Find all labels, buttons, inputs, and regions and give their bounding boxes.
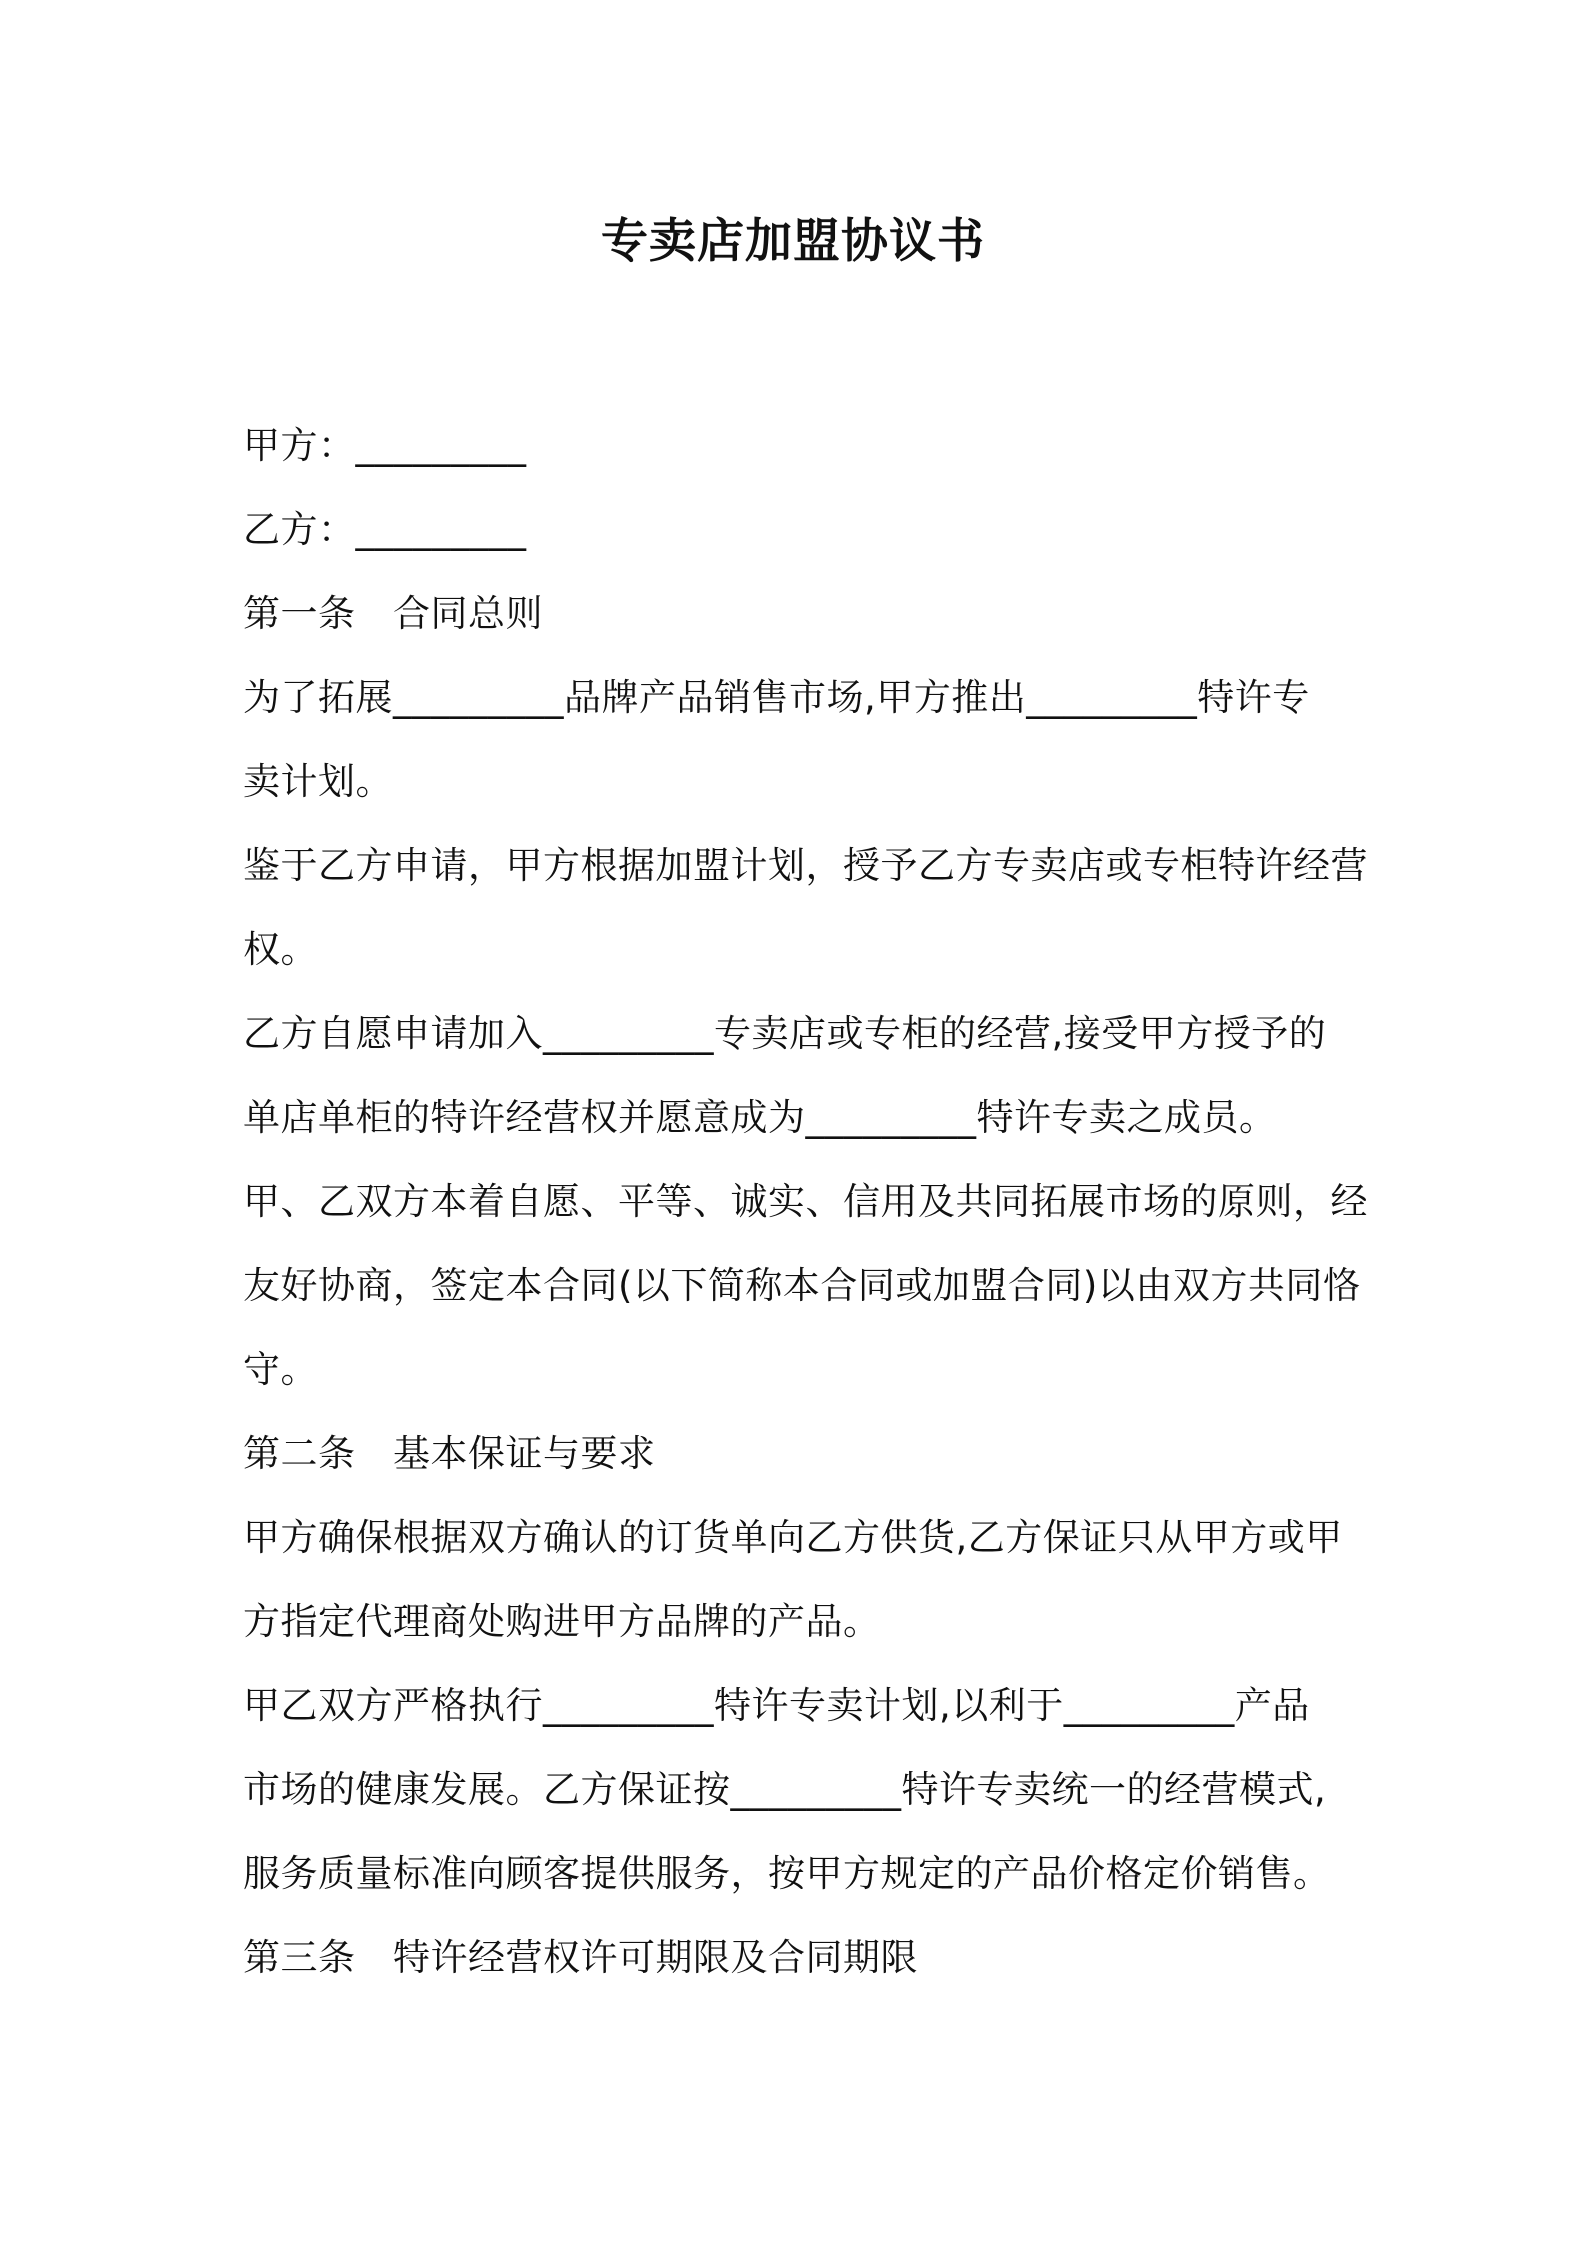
article-1-heading: 第一条 合同总则	[243, 592, 543, 635]
party-b-line: 乙方：_________	[243, 508, 527, 551]
document-title: 专卖店加盟协议书	[601, 214, 985, 269]
article-1-paragraph-3-line-1: 乙方自愿申请加入_________专卖店或专柜的经营,接受甲方授予的	[243, 1012, 1327, 1055]
party-a-line: 甲方：_________	[243, 424, 527, 467]
article-1-paragraph-3-line-2: 单店单柜的特许经营权并愿意成为_________特许专卖之成员。	[243, 1096, 1277, 1139]
article-1-paragraph-2-line-1: 鉴于乙方申请，甲方根据加盟计划，授予乙方专卖店或专柜特许经营	[243, 844, 1368, 887]
article-2-paragraph-1-line-2: 方指定代理商处购进甲方品牌的产品。	[243, 1600, 881, 1643]
article-2-paragraph-1-line-1: 甲方确保根据双方确认的订货单向乙方供货,乙方保证只从甲方或甲	[243, 1516, 1343, 1559]
article-1-paragraph-4-line-1: 甲、乙双方本着自愿、平等、诚实、信用及共同拓展市场的原则，经	[243, 1180, 1368, 1223]
article-1-paragraph-2-line-2: 权。	[243, 928, 318, 971]
article-1-paragraph-1-line-1: 为了拓展_________品牌产品销售市场,甲方推出_________特许专	[243, 676, 1310, 719]
article-1-paragraph-1-line-2: 卖计划。	[243, 760, 393, 803]
article-2-paragraph-2-line-3: 服务质量标准向顾客提供服务，按甲方规定的产品价格定价销售。	[243, 1852, 1331, 1895]
article-2-paragraph-2-line-1: 甲乙双方严格执行_________特许专卖计划,以利于_________产品	[243, 1684, 1310, 1727]
article-2-paragraph-2-line-2: 市场的健康发展。乙方保证按_________特许专卖统一的经营模式,	[243, 1768, 1327, 1811]
article-1-paragraph-4-line-3: 守。	[243, 1348, 318, 1391]
article-1-paragraph-4-line-2: 友好协商，签定本合同(以下简称本合同或加盟合同)以由双方共同恪	[243, 1264, 1361, 1307]
document-body	[243, 404, 1368, 2000]
article-3-heading: 第三条 特许经营权许可期限及合同期限	[243, 1936, 918, 1979]
article-2-heading: 第二条 基本保证与要求	[243, 1432, 656, 1475]
